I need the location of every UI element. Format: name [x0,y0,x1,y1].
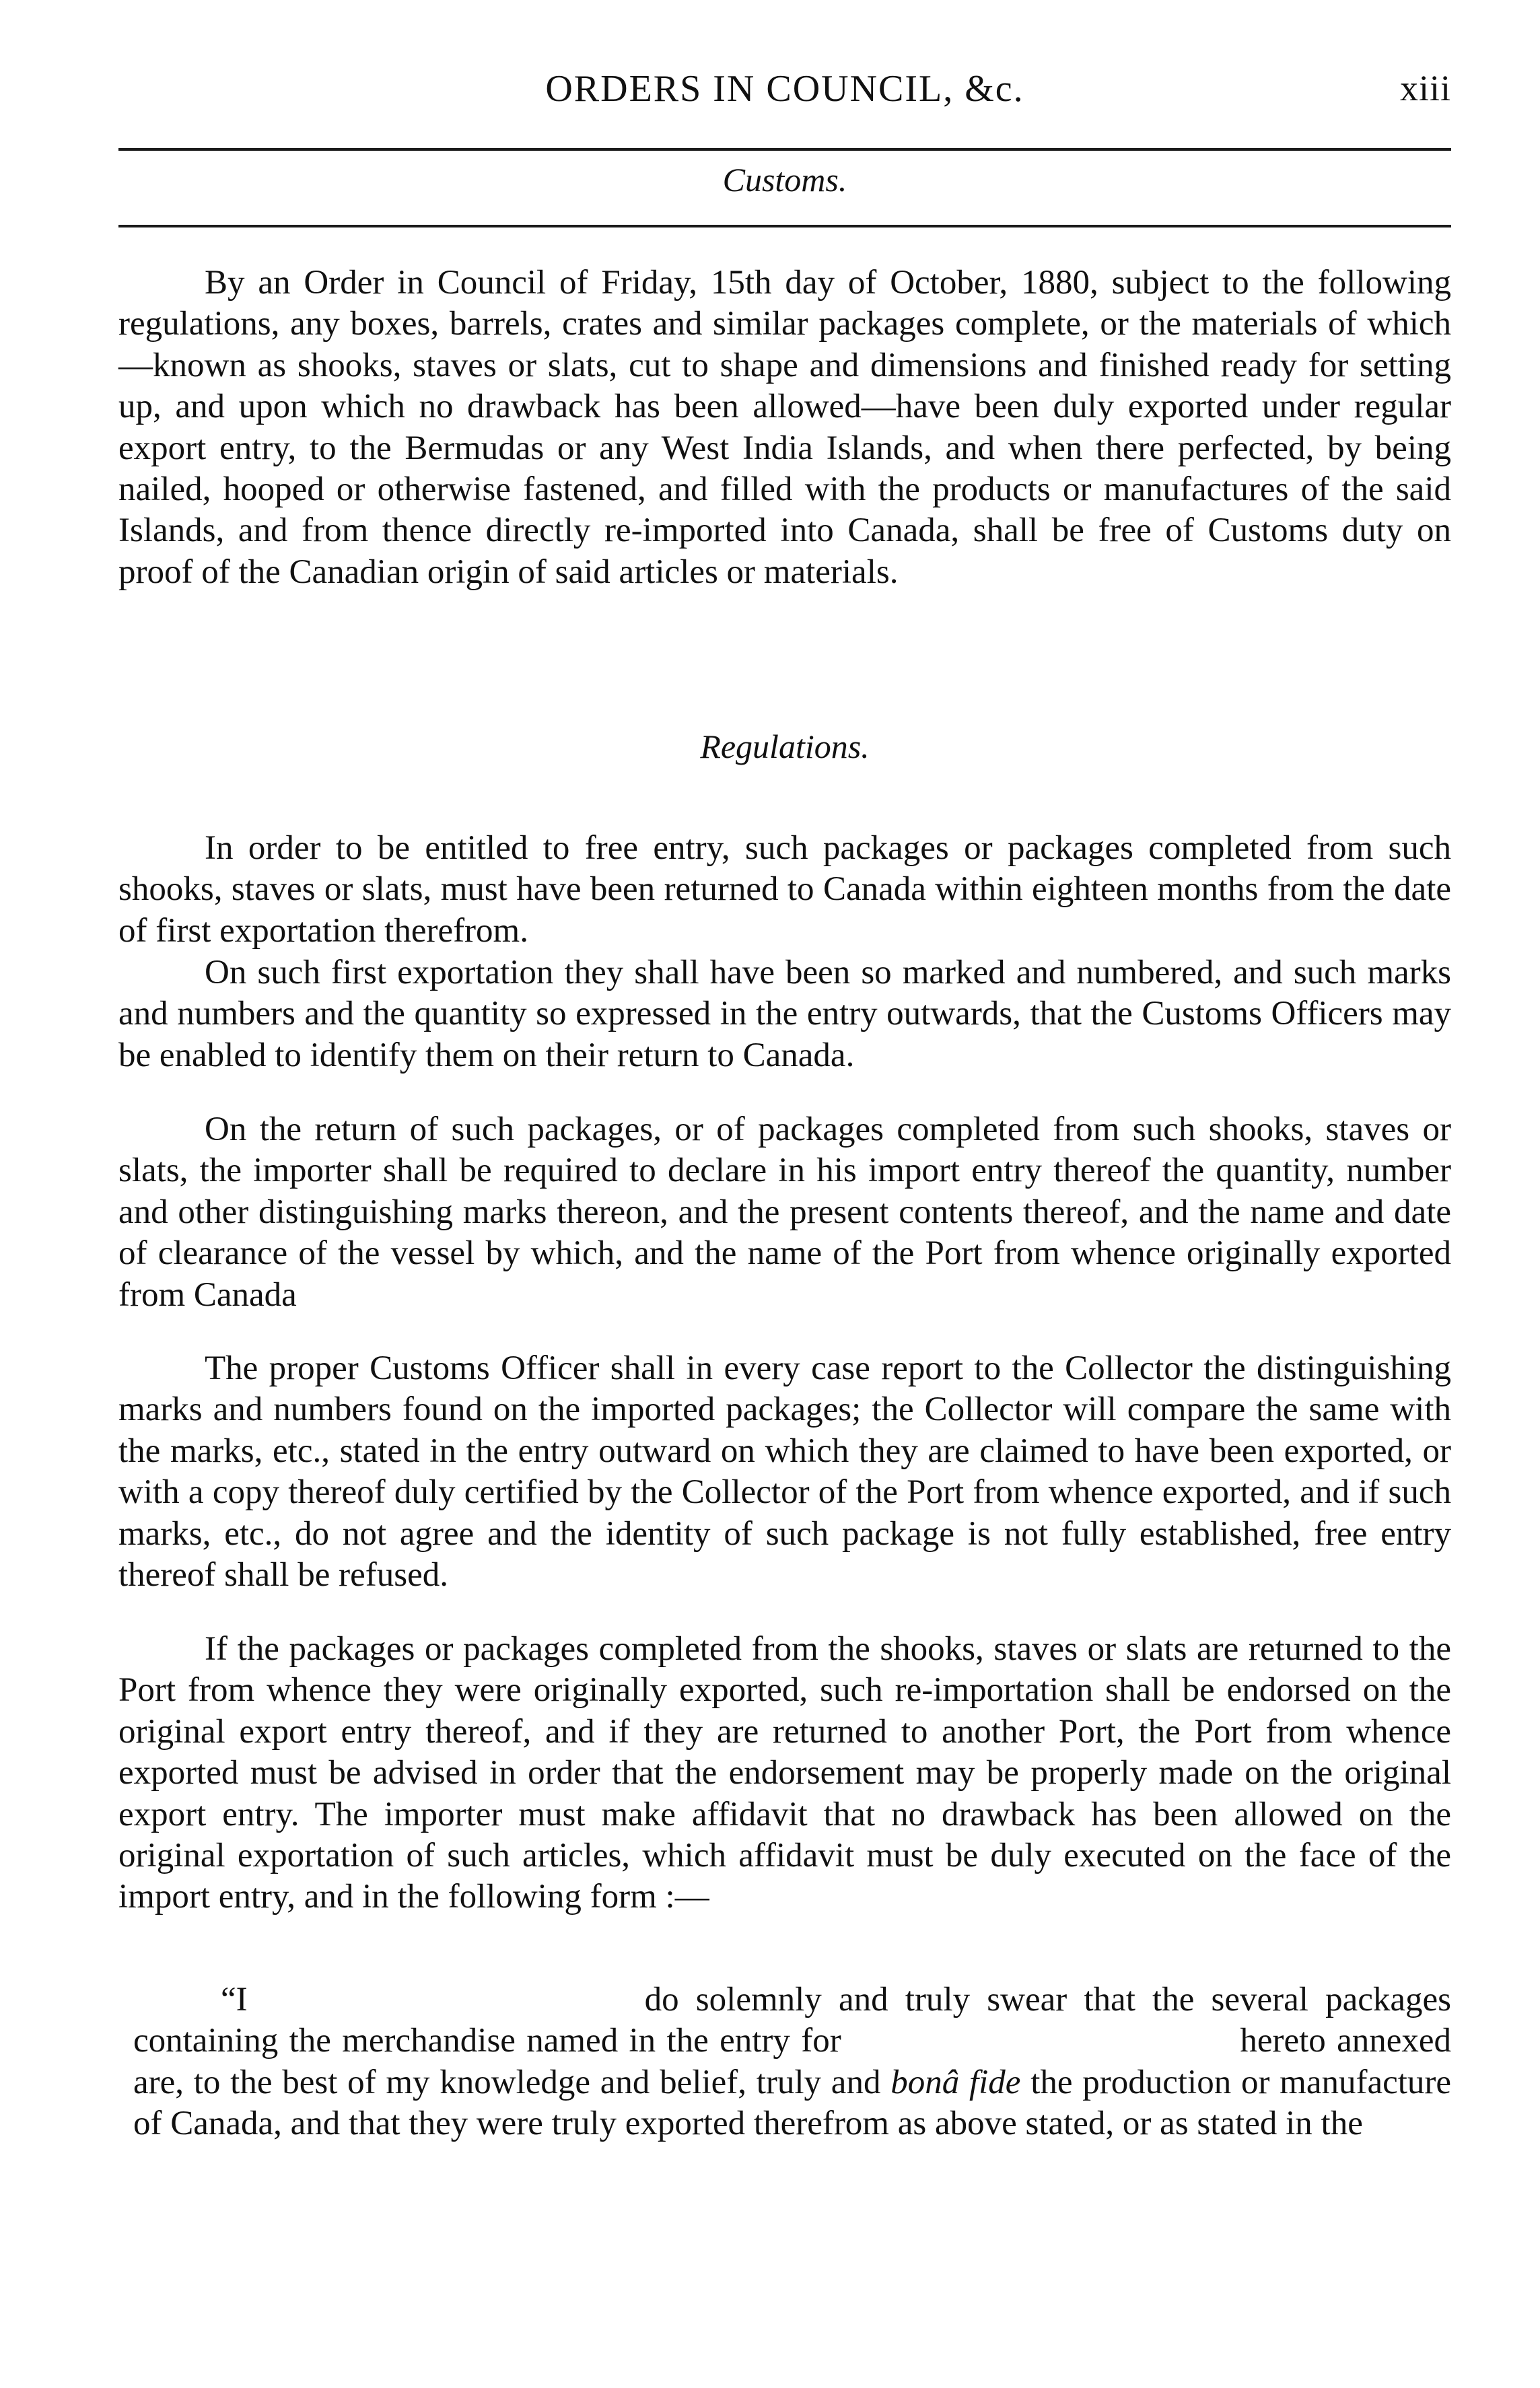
oath-swear-text: do solemnly and truly swear that the several packages containing the merchandise named in the entry for [133,1981,1451,2060]
regulation-paragraph-3: On the return of such packages, or of packages completed from such shooks, staves or slats, the importer shall be required to declare in his import entry thereof the quantity, number and other distinguishing marks thereon, and the present contents thereof, and the name and date of clearance of the vessel by which, and the name of the Port from whence originally exported from Canada [118,1111,1451,1314]
regulation-paragraph-2: On such first exportation they shall have been so marked and numbered, and such marks and numbers and the quantity so expressed in the entry outwards, that the Customs Officers may be enabled to identify them on their return to Canada. [118,954,1451,1074]
oath-bona-fide: bonâ fide [890,2063,1021,2101]
regulation-paragraph-4: The proper Customs Officer shall in every case report to the Collector the distinguishing marks and numbers found on the imported packages; the Collector will compare the same with the marks, etc., stated in the entry outward on which they are claimed to have been exported, or with a copy thereof duly certified by the Collector of the Port from whence exported, and if such marks, etc., do not agree and the identity of such package is not fully established, free entry thereof shall be refused. [118,1349,1451,1594]
oath-annexed-text: hereto annexed are, to the best of my knowledge and belief, truly and [133,2022,1452,2101]
header-rule-top [118,148,1451,151]
page-number: xiii [1399,68,1451,108]
header-rule-bottom [118,225,1451,227]
oath-rest-text: the production or manufacture of Canada, and that they were truly exported therefrom as above stated, or as stated in the [133,2063,1452,2143]
running-title: ORDERS IN COUNCIL, &c. [545,68,1024,110]
section-heading-customs: Customs. [722,161,847,199]
order-paragraph: By an Order in Council of Friday, 15th day of October, 1880, subject to the following regulations, any boxes, barrels, crates and similar packages complete, or the materials of which—known as shooks, staves or slats, cut to shape and dimensions and finished ready for setting up, and upon which no drawback has been allowed—have been duly exported under regular export entry, to the Bermudas or any West India Islands, and when there perfected, by being nailed, hooped or otherwise fastened, and filled with the products or manufactures of the said Islands, and from thence directly re-imported into Canada, shall be free of Customs duty on proof of the Canadian origin of said articles or materials. [118,264,1451,591]
oath-opening: “I [221,1981,248,2018]
running-head [118,67,1451,121]
oath-form [133,1979,1451,2145]
regulation-paragraph-1: In order to be entitled to free entry, such packages or packages completed from such shooks, staves or slats, must have been returned to Canada within eighteen months from the date of first exportation therefrom. [118,829,1451,950]
section-heading-regulations: Regulations. [700,728,870,765]
regulation-paragraph-5: If the packages or packages completed from the shooks, staves or slats are returned to the Port from whence they were originally exported, such re-importation shall be endorsed on the original export entry thereof, and if they are returned to another Port, the Port from whence exported must be advised in order that the endorsement may be properly made on the original export entry. The importer must make affidavit that no drawback has been allowed on the original exportation of such articles, which affidavit must be duly executed on the face of the import entry, and in the following form :— [118,1630,1451,1916]
